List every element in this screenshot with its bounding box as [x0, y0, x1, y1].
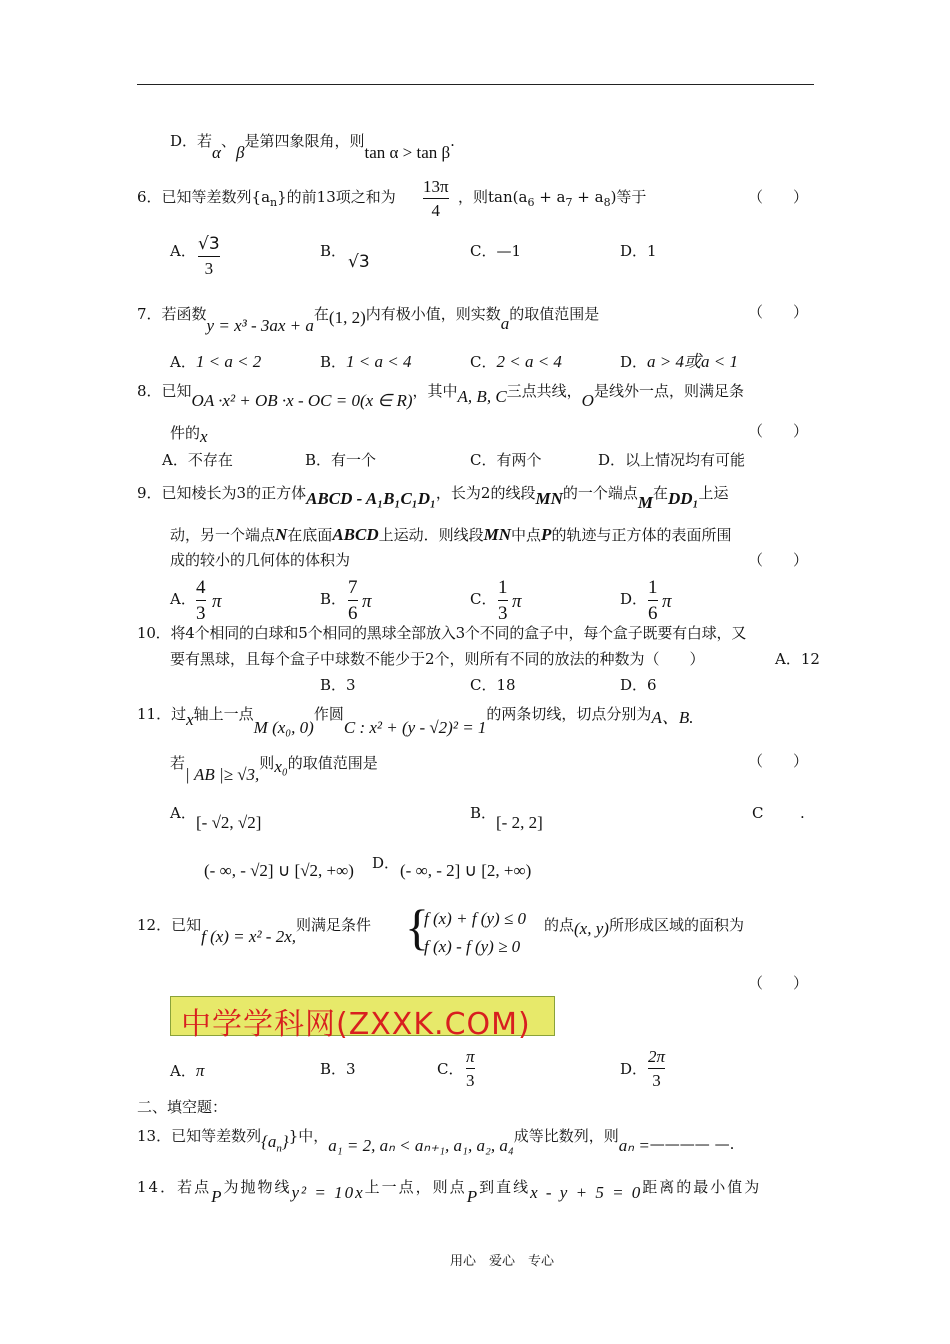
q12-cond1: f (x) + f (y) ≤ 0: [424, 909, 526, 928]
header-rule: [137, 84, 814, 85]
q6-option-c: C．—1: [470, 242, 522, 260]
q6-option-a-frac: √3 3: [198, 234, 220, 278]
q9-option-c-frac: 1 3: [498, 577, 508, 624]
q12-stem-end: 的点(x, y)所形成区域的面积为: [544, 916, 744, 938]
q8-option-d: D．以上情况均有可能: [598, 451, 746, 469]
q9-option-d-frac: 1 6: [648, 577, 658, 624]
q11-option-c-dot: .: [800, 804, 805, 822]
q10-option-a: A．12: [775, 650, 820, 668]
q12-option-d-frac: 2π 3: [648, 1047, 666, 1090]
q7-paren: （ ）: [748, 303, 809, 321]
q10-option-c: C．18: [470, 676, 516, 694]
section-fill-in: 二、填空题：: [137, 1098, 228, 1116]
site-logo: 中学学科网(ZXXK.COM): [170, 996, 555, 1036]
q11-paren: （ ）: [748, 752, 809, 770]
q6-stem: 6．已知等差数列$\{a_n\}$的前13项之和为: [137, 188, 396, 209]
q8-option-a: A．不存在: [162, 451, 233, 469]
q9-option-c-pi: π: [512, 591, 522, 612]
q14-stem: 14．若点P为抛物线y² = 10x上一点，则点P到直线x - y + 5 = 0距离的最小值为: [137, 1178, 762, 1206]
q7-stem: 7．若函数y = x³ - 3ax + a在(1, 2)内有极小值，则实数a的取值范围是: [137, 305, 600, 335]
q6-option-d: D．1: [620, 242, 657, 260]
q9-option-a-pi: π: [212, 591, 222, 612]
q9-option-b: B．: [320, 590, 347, 608]
q8-stem: 8．已知OA ·x² + OB ·x - OC = 0(x ∈ R)，其中A, B, C三点共线，O是线外一点，则满足条: [137, 382, 744, 410]
q9-paren: （ ）: [748, 551, 809, 569]
q9-option-c: C．: [470, 590, 497, 608]
q12-option-c-frac: π 3: [466, 1047, 475, 1090]
q7-option-b: B．1 < a < 4: [320, 352, 412, 371]
page-footer: 用心 爱心 专心: [450, 1254, 555, 1269]
q11-option-a: A．: [170, 804, 196, 822]
q6-option-b-val: √3: [348, 252, 370, 272]
q11-option-c-val: (- ∞, - √2] ∪ [√2, +∞): [204, 861, 354, 880]
q9-option-d: D．: [620, 590, 648, 608]
q9-option-b-pi: π: [362, 591, 372, 612]
q5-option-d: D．若α、β是第四象限角，则tan α > tan β.: [170, 132, 455, 162]
q11-option-a-val: [- √2, √2]: [196, 813, 262, 832]
q9-line3: 成的较小的几何体的体积为: [170, 551, 351, 569]
q11-option-c: C: [752, 804, 764, 822]
q11-line2: 若| AB |≥ √3,则x₀的取值范围是: [170, 754, 378, 784]
q8-line2: 件的x: [170, 424, 208, 446]
q12-option-a: A．π: [170, 1061, 205, 1080]
q11-option-b: B．: [470, 804, 497, 822]
q9-stem: 9．已知棱长为3的正方体ABCD - A₁B₁C₁D₁，长为2的线段MN的一个端点M在DD₁上运: [137, 484, 729, 512]
q7-option-c: C．2 < a < 4: [470, 352, 562, 371]
q9-line2: 动，另一个端点N在底面ABCD上运动．则线段MN中点P的轨迹与正方体的表面所围: [170, 525, 732, 544]
q11-option-d-val: (- ∞, - 2] ∪ [2, +∞): [400, 861, 532, 880]
q12-cond2: f (x) - f (y) ≥ 0: [424, 937, 521, 956]
q13-stem: 13．已知等差数列$\{a_n\}$}中，a₁ = 2, aₙ < aₙ₊₁, a₁, a₂, a₄成等比数列，则aₙ =———— —.: [137, 1127, 735, 1155]
q11-stem: 11．过x轴上一点M (x₀, 0)作圆C : x² + (y - √2)² = 1的两条切线，切点分别为A、B.: [137, 705, 694, 737]
q10-line2: 要有黑球，且每个盒子中球数不能少于2个，则所有不同的放法的种数为（ ）: [170, 650, 705, 668]
q7-options: A．1 < a < 2: [170, 352, 262, 371]
q9-option-a-frac: 4 3: [196, 577, 206, 624]
q10-line1: 10．将4个相同的白球和5个相同的黑球全部放入3个不同的盒子中，每个盒子既要有白球，又: [137, 624, 747, 642]
q12-stem: 12．已知f (x) = x² - 2x,则满足条件: [137, 916, 372, 946]
q11-option-d: D．: [372, 854, 400, 872]
q7-option-d: D．a > 4或a < 1: [620, 352, 738, 371]
q6-option-a: A．: [170, 242, 196, 260]
q10-option-b: B．3: [320, 676, 356, 694]
q12-paren: （ ）: [748, 974, 809, 992]
q10-option-d: D．6: [620, 676, 657, 694]
q12-option-d: D．: [620, 1060, 648, 1078]
q9-option-a: A．: [170, 590, 196, 608]
q9-option-b-frac: 7 6: [348, 577, 358, 624]
q6-fraction: 13π 4: [423, 177, 449, 220]
q12-brace: {: [405, 899, 429, 955]
q6-paren: （ ）: [748, 188, 809, 206]
q12-option-b: B．3: [320, 1060, 356, 1078]
q8-option-b: B．有一个: [305, 451, 377, 469]
q9-option-d-pi: π: [662, 591, 672, 612]
q8-paren: （ ）: [748, 422, 809, 440]
q8-option-c: C．有两个: [470, 451, 542, 469]
q11-option-b-val: [- 2, 2]: [496, 813, 543, 832]
q12-option-c: C．: [437, 1060, 464, 1078]
q6-stem-end: ，则$\tan(a_6 + a_7 + a_8)$等于: [458, 188, 647, 209]
q6-option-b: B．: [320, 242, 347, 260]
